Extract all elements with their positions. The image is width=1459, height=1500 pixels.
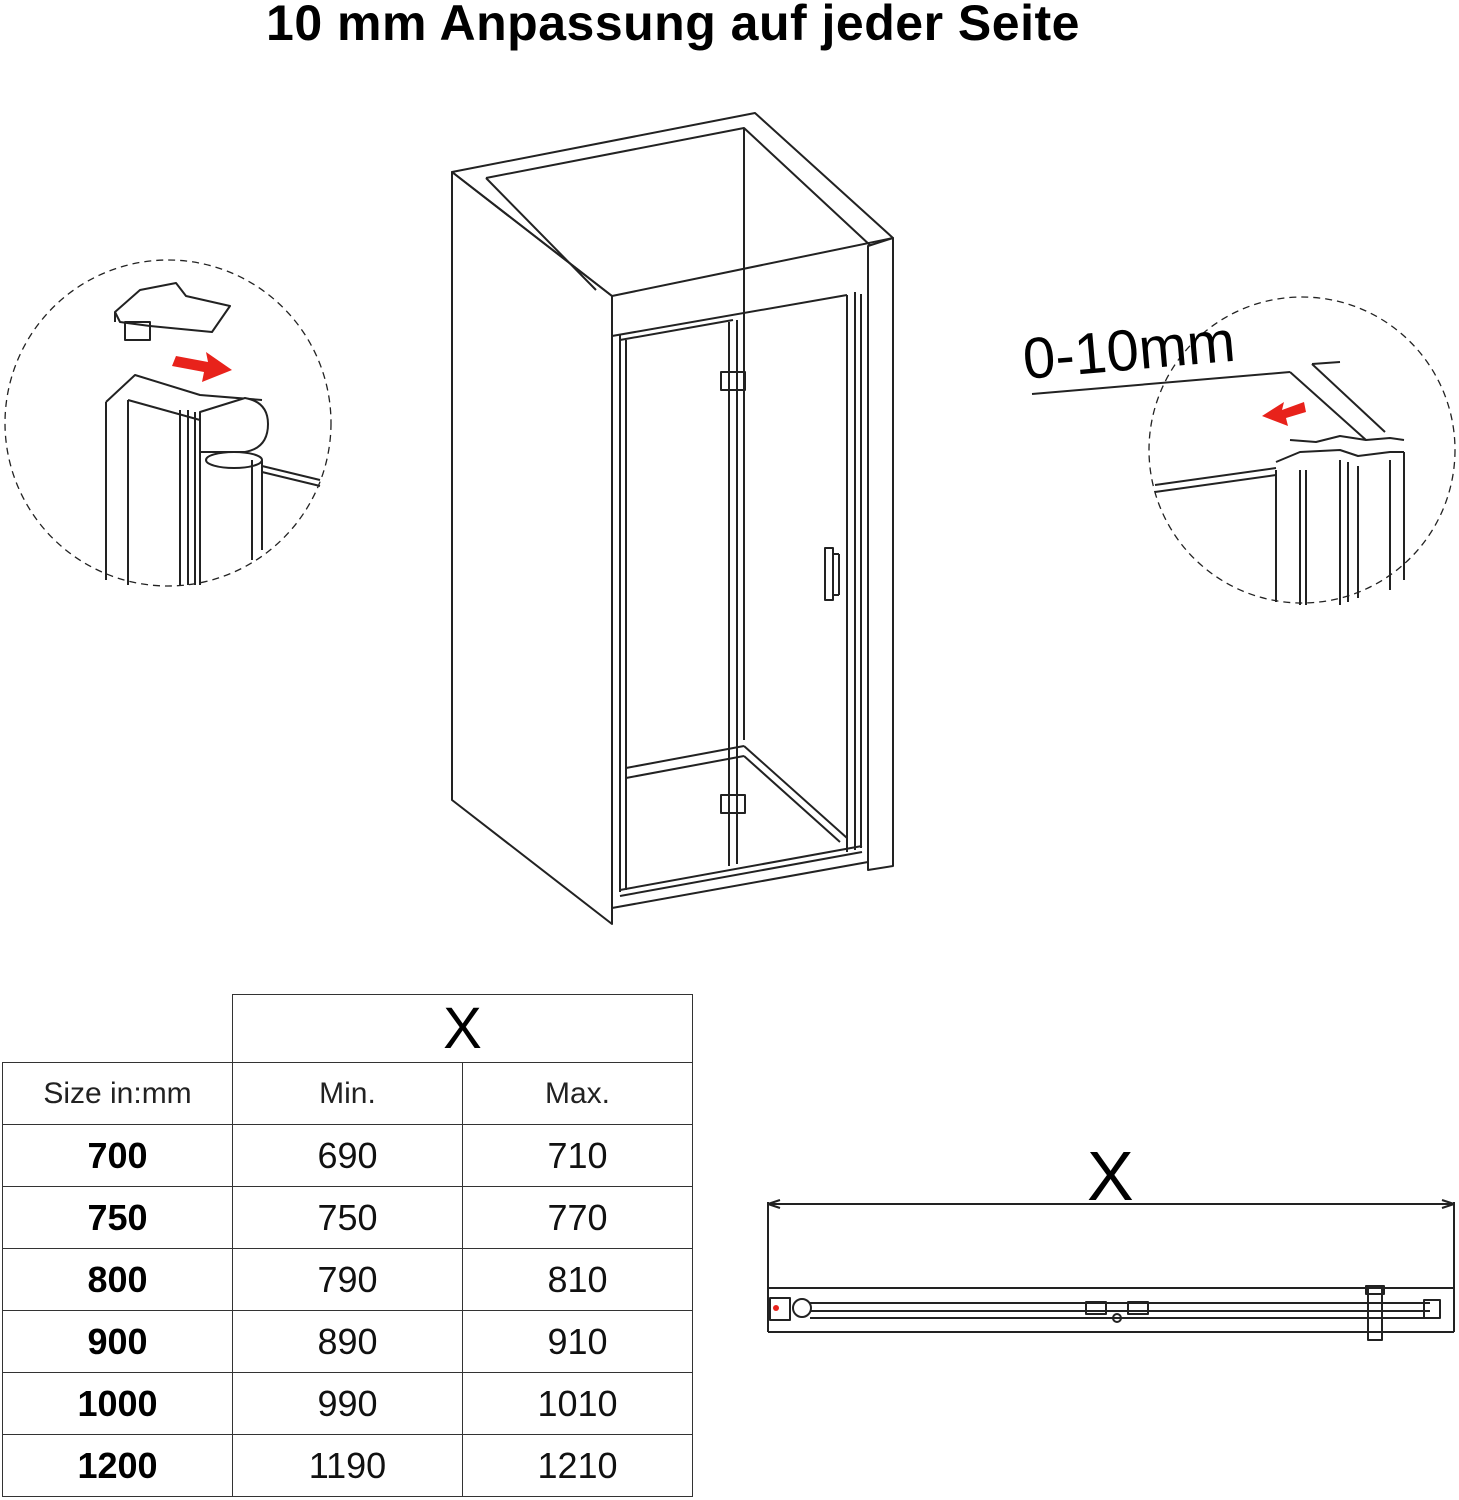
arrow-right-icon	[172, 352, 232, 382]
size-cell: 750	[3, 1187, 233, 1249]
size-cell: 700	[3, 1125, 233, 1187]
max-header: Max.	[463, 1063, 693, 1125]
table-row	[3, 1373, 693, 1435]
shower-enclosure-drawing	[452, 113, 893, 924]
red-marker-icon	[773, 1305, 779, 1311]
group-header-x: X	[233, 995, 693, 1063]
left-detail-circle	[5, 260, 331, 586]
table-header-row	[3, 1063, 693, 1125]
size-header: Size in:mm	[3, 1063, 233, 1125]
min-cell: 690	[233, 1125, 463, 1187]
min-cell: 1190	[233, 1435, 463, 1497]
size-cell: 800	[3, 1249, 233, 1311]
max-cell: 1210	[463, 1435, 693, 1497]
table-row	[3, 1249, 693, 1311]
table-row	[3, 1125, 693, 1187]
table-row	[3, 1311, 693, 1373]
size-cell: 1200	[3, 1435, 233, 1497]
dimension-label: 0-10mm	[1020, 308, 1238, 393]
plan-width-label: X	[1087, 1137, 1134, 1215]
min-cell: 890	[233, 1311, 463, 1373]
arrow-left-icon	[1262, 402, 1306, 426]
size-cell: 900	[3, 1311, 233, 1373]
size-cell: 1000	[3, 1373, 233, 1435]
table-row	[3, 1435, 693, 1497]
min-header: Min.	[233, 1063, 463, 1125]
max-cell: 710	[463, 1125, 693, 1187]
max-cell: 770	[463, 1187, 693, 1249]
page-title: 10 mm Anpassung auf jeder Seite	[266, 0, 1080, 51]
table-group-header-row	[3, 995, 693, 1063]
size-table	[2, 994, 693, 1497]
max-cell: 810	[463, 1249, 693, 1311]
min-cell: 750	[233, 1187, 463, 1249]
max-cell: 910	[463, 1311, 693, 1373]
max-cell: 1010	[463, 1373, 693, 1435]
min-cell: 790	[233, 1249, 463, 1311]
plan-view-drawing	[768, 1200, 1454, 1340]
min-cell: 990	[233, 1373, 463, 1435]
table-row	[3, 1187, 693, 1249]
